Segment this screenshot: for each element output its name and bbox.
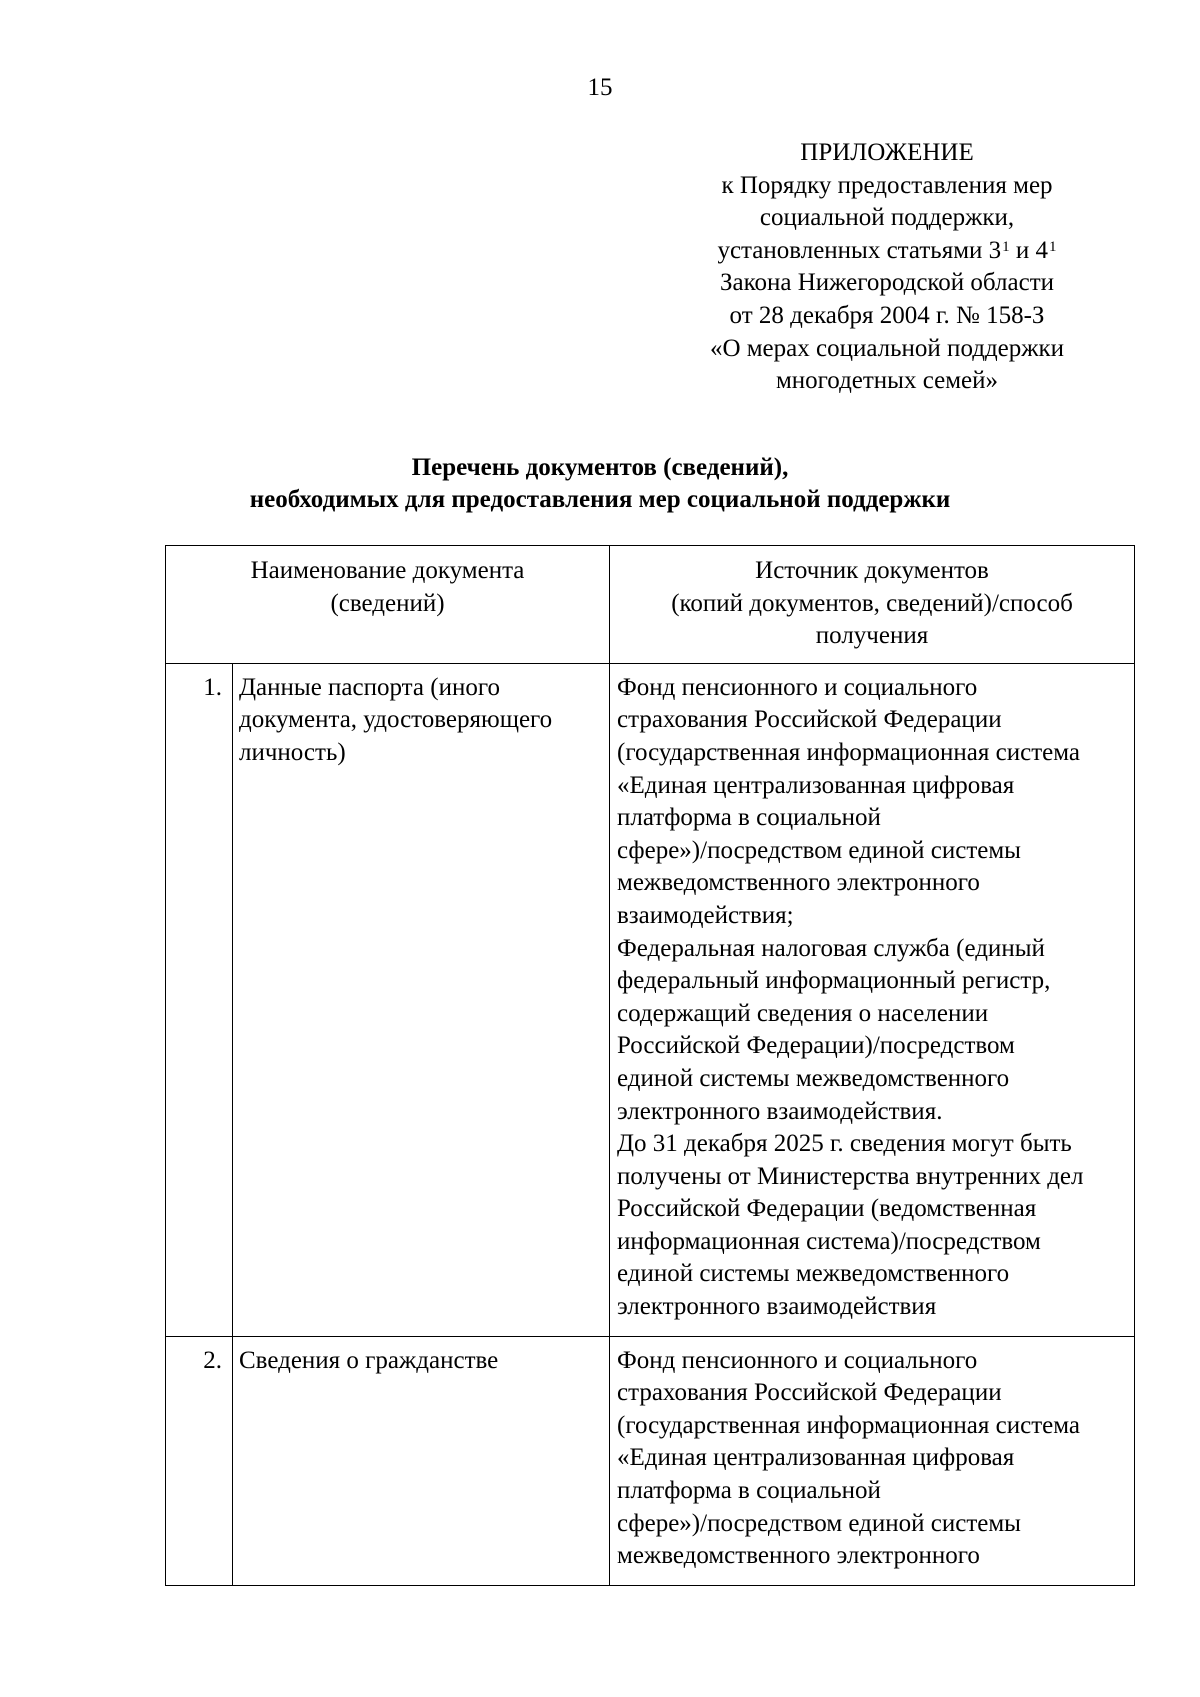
row-number: 1. [166,663,233,1336]
document-name-line: документа, удостоверяющего [239,706,553,734]
appendix-line: от 28 декабря 2004 г. № 158-З [729,301,1045,329]
document-source-line: единой системы межведомственного [617,1064,1010,1092]
table-row [166,663,1135,1336]
document-source-line: взаимодействия; [617,901,794,929]
appendix-line: Закона Нижегородской области [720,269,1054,297]
document-name-line: личность) [239,738,346,766]
header-line: Источник документов [755,557,989,584]
appendix-line-articles [642,235,1132,268]
header-line: Наименование документа [250,557,525,584]
document-source-cell [610,663,1135,1336]
document-source-line: До 31 декабря 2025 г. сведения могут быть [617,1130,1072,1158]
document-source-line: электронного взаимодействия. [617,1097,943,1125]
page-number: 15 [587,74,613,101]
document-source-cell [610,1336,1135,1585]
document-source-line: сфере»)/посредством единой системы [617,1509,1021,1537]
document-source-line: межведомственного электронного [617,869,980,897]
document-name-cell [233,663,610,1336]
document-source-line: Федеральная налоговая служба (единый [617,934,1045,962]
document-source-line: (государственная информационная система [617,738,1080,766]
document-source-line: содержащий сведения о населении [617,999,989,1027]
document-source-line: «Единая централизованная цифровая [617,1444,1015,1472]
document-source-line: Фонд пенсионного и социального [617,1346,978,1374]
document-name-cell [233,1336,610,1585]
document-source-line: страхования Российской Федерации [617,1379,1002,1407]
document-source-line: Фонд пенсионного и социального [617,673,978,701]
document-source-line: единой системы межведомственного [617,1260,1010,1288]
document-source-line: платформа в социальной [617,1477,881,1505]
document-title [0,452,1200,516]
table-body [166,663,1135,1585]
document-source-line: электронного взаимодействия [617,1293,937,1321]
title-line: необходимых для предоставления мер социальной поддержки [249,486,951,513]
document-source-line: Российской Федерации (ведомственная [617,1195,1037,1223]
document-source-line: информационная система)/посредством [617,1227,1041,1255]
title-line: Перечень документов (сведений), [411,454,789,481]
appendix-text: и 4 [1009,236,1049,264]
appendix-line: социальной поддержки, [759,204,1015,232]
appendix-line: к Порядку предоставления мер [721,171,1053,199]
header-line: (сведений) [330,589,445,617]
document-source-line: «Единая централизованная цифровая [617,771,1015,799]
header-line: (копий документов, сведений)/способ [671,589,1073,617]
appendix-line: «О мерах социальной поддержки [709,334,1065,362]
appendix-block [642,137,1132,398]
document-source-line: межведомственного электронного [617,1542,980,1570]
document-source-line: платформа в социальной [617,804,881,832]
document-source-line: страхования Российской Федерации [617,706,1002,734]
document-name-line: Данные паспорта (иного [239,673,500,701]
superscript: 1 [1049,238,1057,255]
appendix-text: установленных статьями 3 [717,236,1002,264]
document-source-line: сфере»)/посредством единой системы [617,836,1021,864]
row-number: 2. [166,1336,233,1585]
table-header-row [166,546,1135,664]
document-source-line: Российской Федерации)/посредством [617,1032,1015,1060]
document-source-line: получены от Министерства внутренних дел [617,1162,1084,1190]
document-name-line: Сведения о гражданстве [239,1346,499,1374]
appendix-line: многодетных семей» [775,367,999,395]
header-document-source [610,546,1135,664]
table-row [166,1336,1135,1585]
superscript: 1 [1002,238,1010,255]
header-line: получения [815,622,929,650]
document-source-line: (государственная информационная система [617,1411,1080,1439]
documents-table [165,545,1135,1586]
document-source-line: федеральный информационный регистр, [617,967,1051,995]
appendix-heading: ПРИЛОЖЕНИЕ [800,139,974,166]
header-document-name [166,546,610,664]
